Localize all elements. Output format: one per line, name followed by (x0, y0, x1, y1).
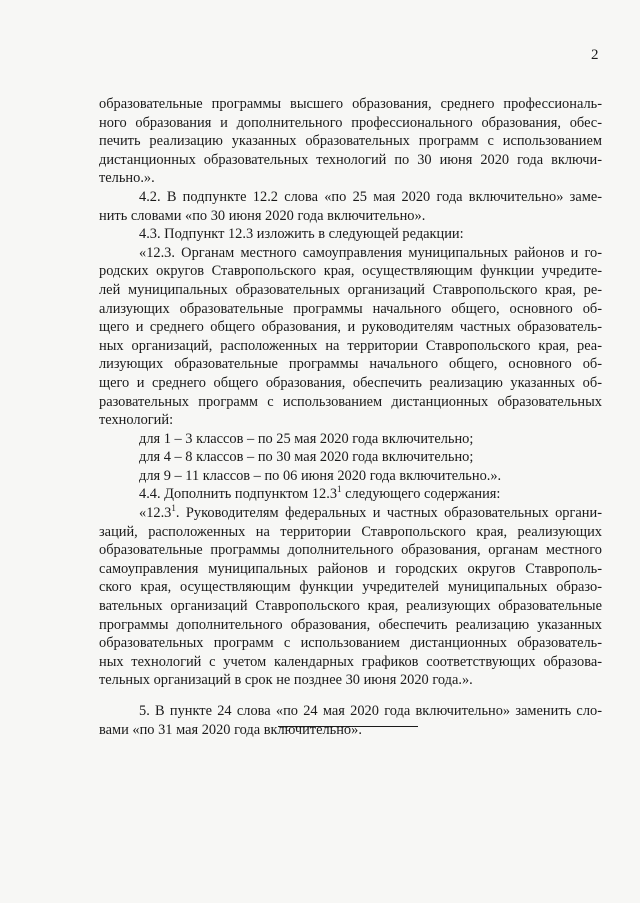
text-line (99, 337, 602, 356)
text-line (99, 114, 602, 133)
paragraph-gap (99, 690, 602, 702)
line-text: «12.3 (139, 505, 172, 522)
line-text: родских округов Ставропольского края, осуществляющим функции учредите- (99, 263, 602, 280)
line-text: заций, расположенных на территории Ставропольского края, реализующих (99, 523, 602, 540)
text-line (99, 504, 602, 523)
text-line (99, 244, 602, 263)
text-line (99, 616, 602, 635)
superscript: 1 (171, 503, 176, 514)
line-text: образовательные программы высшего образования, среднего профессиональ- (99, 96, 602, 112)
line-text: образовательных программ с использованием дистанционных образователь- (99, 635, 602, 652)
line-text: печить реализацию указанных образовательных программ с использованием (99, 133, 602, 150)
line-text: образовательные программы дополнительного образования, органам местного (99, 542, 602, 559)
line-text: ных технологий с учетом календарных графиков соответствующих образова- (99, 653, 602, 670)
line-text: тельно.». (99, 170, 155, 187)
text-line (99, 578, 602, 597)
line-text: 5. В пункте 24 слова «по 24 мая 2020 года включительно» заменить сло- (139, 703, 602, 719)
text-line (99, 721, 602, 740)
text-line (99, 393, 602, 412)
text-line (99, 485, 602, 504)
line-text: ского края, осуществляющим функции учредителей муниципальных образо- (99, 579, 602, 596)
text-line (99, 411, 602, 430)
page-number: 2 (591, 47, 599, 63)
text-line (99, 281, 602, 300)
line-text: щего и среднего общего образования, и руководителям частных образователь- (99, 319, 602, 336)
text-line (99, 374, 602, 393)
text-line (99, 467, 602, 486)
text-line (99, 151, 602, 170)
line-text: тельных организаций в срок не позднее 30 июня 2020 года.». (99, 672, 473, 689)
closing-rule (278, 726, 418, 727)
text-line (99, 132, 602, 151)
text-line (99, 430, 602, 449)
line-text: вами «по 31 мая 2020 года включительно». (99, 721, 362, 738)
line-text: 4.4. Дополнить подпунктом 12.3 (139, 486, 338, 503)
line-text: дистанционных образовательных технологий по 30 июня 2020 года включи- (99, 151, 602, 168)
text-line (99, 262, 602, 281)
text-line (99, 355, 602, 374)
text-line (99, 560, 602, 579)
text-line (99, 448, 602, 467)
text-line (99, 188, 602, 207)
line-text: 4.3. Подпункт 12.3 изложить в следующей редакции: (139, 226, 464, 243)
text-line (99, 169, 602, 188)
text-line (99, 541, 602, 560)
line-text: ного образования и дополнительного профессионального образования, обес- (99, 114, 602, 131)
line-text: ных организаций, расположенных на территории Ставропольского края, реа- (99, 337, 602, 354)
text-line (99, 95, 602, 114)
line-text: для 1 – 3 классов – по 25 мая 2020 года включительно; (139, 430, 474, 447)
line-text: лей муниципальных образовательных организаций Ставропольского края, ре- (99, 281, 602, 298)
line-text-continued: следующего содержания: (341, 486, 501, 503)
text-line (99, 523, 602, 542)
text-line (99, 318, 602, 337)
line-text: лизующих образовательные программы начального общего, основного об- (99, 356, 602, 373)
line-text: «12.3. Органам местного самоуправления муниципальных районов и го- (139, 244, 602, 261)
text-line (99, 653, 602, 672)
line-text: для 4 – 8 классов – по 30 мая 2020 года включительно; (139, 449, 474, 466)
text-line (99, 207, 602, 226)
text-line (99, 671, 602, 690)
line-text: щего и среднего общего образования, обеспечить реализацию указанных об- (99, 374, 602, 391)
line-text: нить словами «по 30 июня 2020 года включительно». (99, 207, 426, 224)
text-line (99, 300, 602, 319)
document-body (99, 95, 602, 739)
text-line (99, 634, 602, 653)
line-text: технологий: (99, 412, 174, 429)
line-text: разовательных программ с использованием дистанционных образовательных (99, 393, 602, 410)
superscript: 1 (337, 484, 342, 495)
text-line (99, 225, 602, 244)
line-text: самоуправления муниципальных районов и городских округов Ставрополь- (99, 560, 602, 577)
text-line (99, 597, 602, 616)
line-text: 4.2. В подпункте 12.2 слова «по 25 мая 2020 года включительно» заме- (139, 188, 602, 205)
line-text: ализующих образовательные программы начального общего, основного об- (99, 300, 602, 317)
line-text: вательных организаций Ставропольского края, реализующих образовательные (99, 598, 602, 615)
line-text: для 9 – 11 классов – по 06 июня 2020 года включительно.». (139, 467, 502, 484)
line-text-continued: . Руководителям федеральных и частных образовательных органи- (175, 505, 602, 522)
text-line (99, 702, 602, 721)
line-text: программы дополнительного образования, обеспечить реализацию указанных (99, 616, 602, 633)
